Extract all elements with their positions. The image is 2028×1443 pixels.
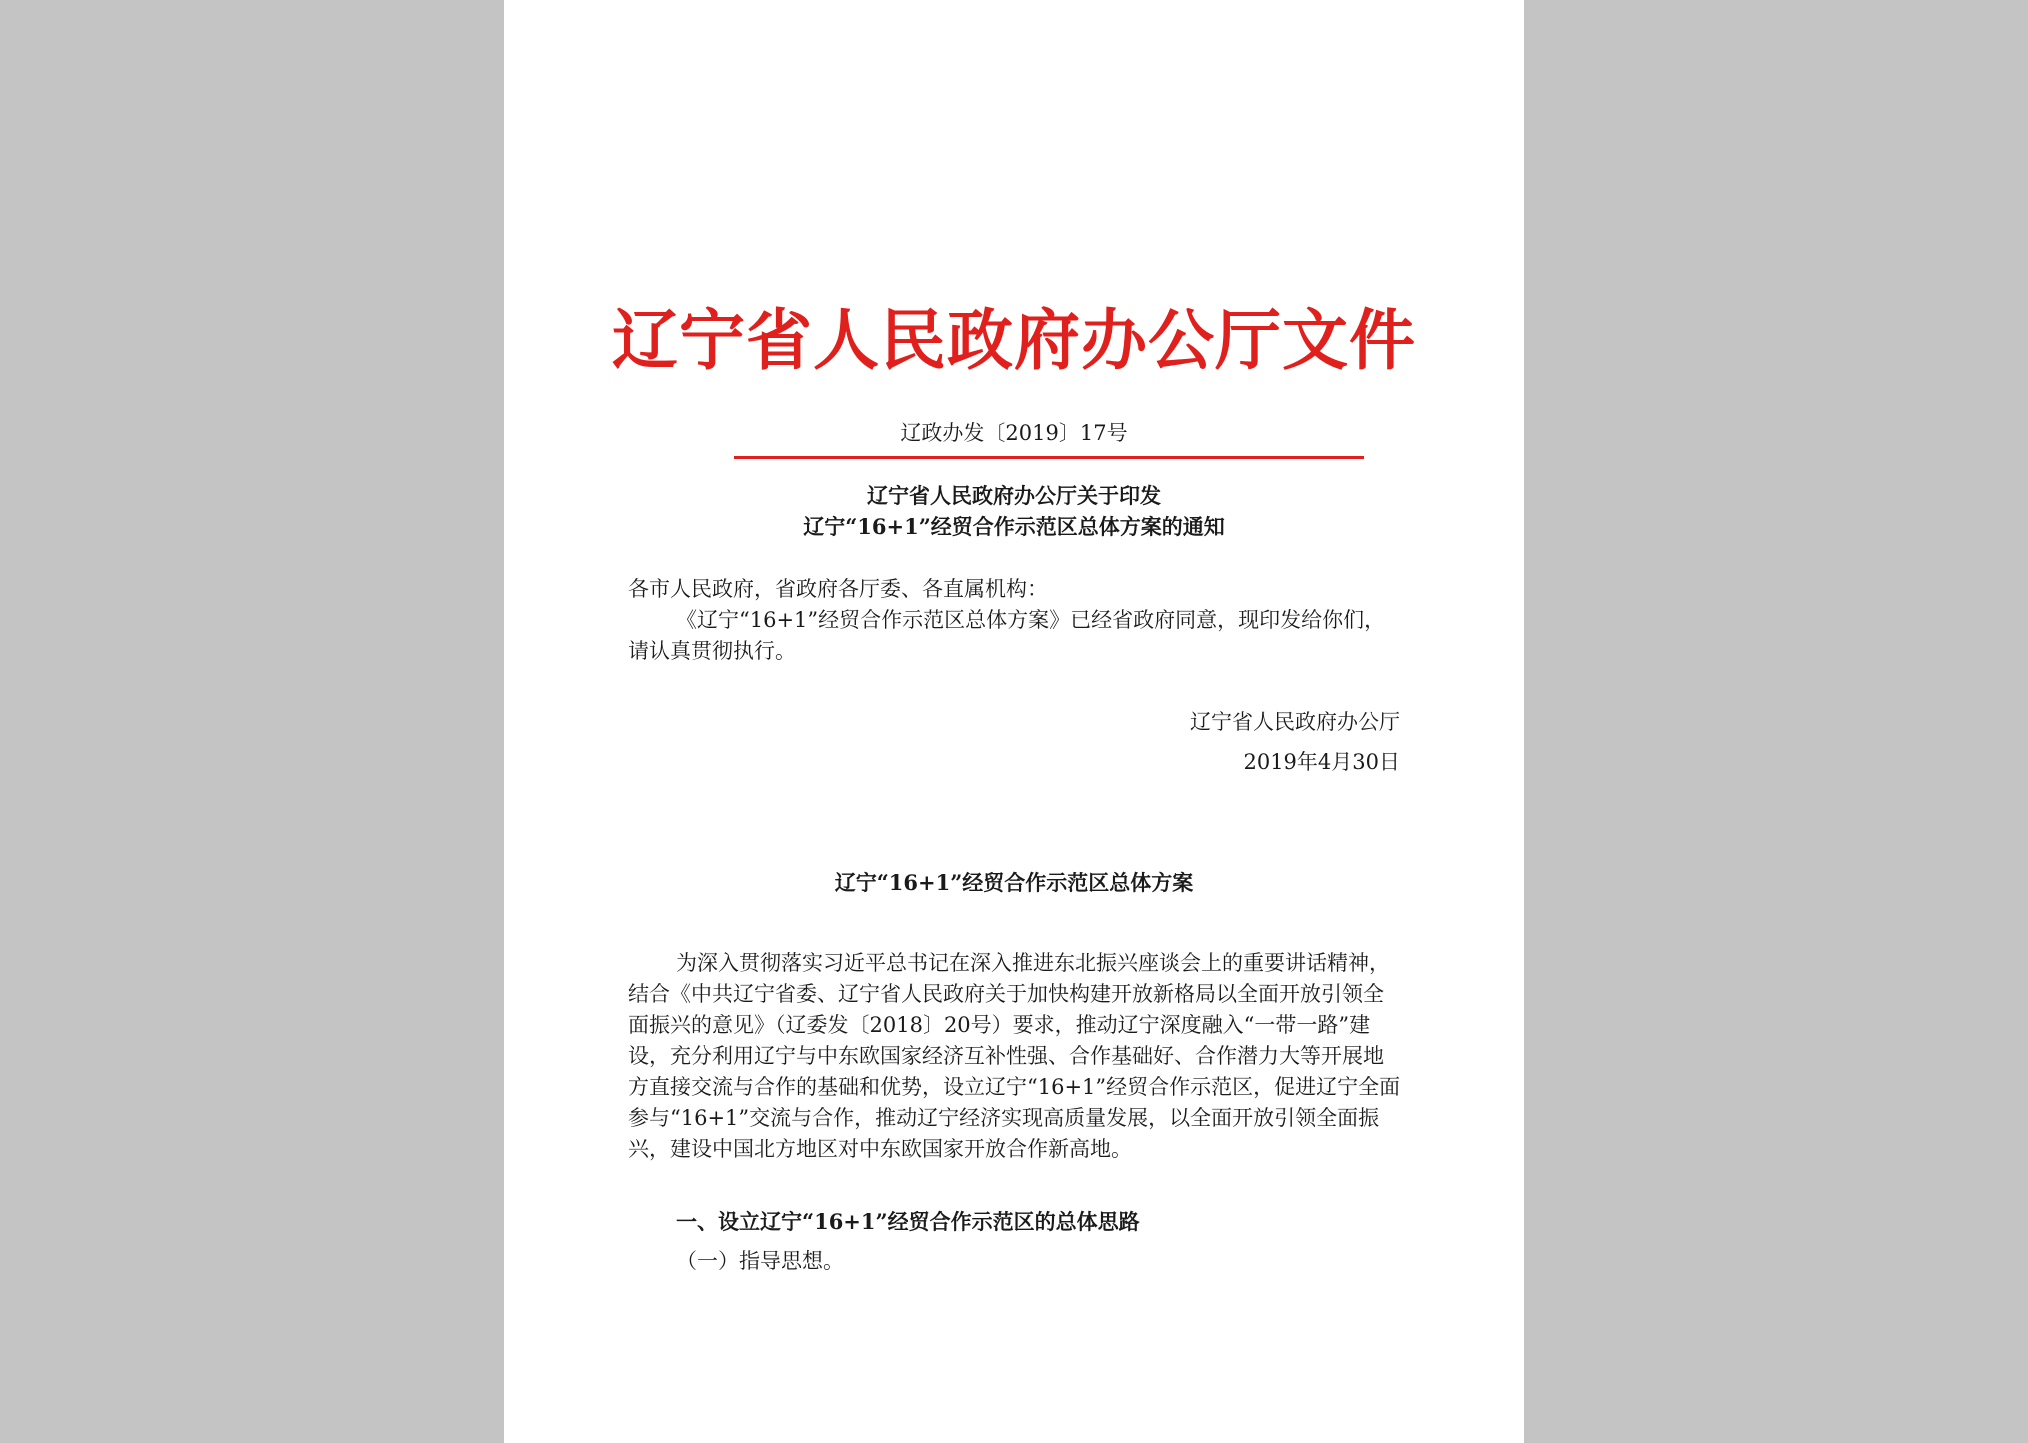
document-page	[504, 0, 1524, 1443]
issue-date: 2019年4月30日	[1243, 750, 1400, 774]
red-divider-line	[734, 456, 1364, 459]
plan-title: 辽宁“16+1”经贸合作示范区总体方案	[834, 870, 1194, 895]
section-heading-1: 一、设立辽宁“16+1”经贸合作示范区的总体思路	[676, 1209, 1140, 1234]
document-masthead: 辽宁省人民政府办公厅文件	[612, 301, 1416, 379]
signature-block	[1190, 702, 1400, 782]
plan-intro-paragraph: 为深入贯彻落实习近平总书记在深入推进东北振兴座谈会上的重要讲话精神，结合《中共辽宁省委、辽宁省人民政府关于加快构建开放新格局以全面开放引领全面振兴的意见》（辽委发〔2018〕20号）要求，推动辽宁深度融入“一带一路”建设，充分利用辽宁与中东欧国家经济互补性强、合作基础好、合作潜力大等开展地方直接交流与合作的基础和优势，设立辽宁“16+1”经贸合作示范区，促进辽宁全面参与“16+1”交流与合作，推动辽宁经济实现高质量发展，以全面开放引领全面振兴，建设中国北方地区对中东欧国家开放合作新高地。	[628, 951, 1401, 1161]
document-number: 辽政办发〔2019〕17号	[900, 421, 1128, 445]
notice-title-line-2: 辽宁“16+1”经贸合作示范区总体方案的通知	[803, 514, 1225, 539]
sub-heading-1: （一）指导思想。	[676, 1249, 844, 1273]
notice-title-line-1: 辽宁省人民政府办公厅关于印发	[867, 483, 1161, 508]
addressee-line: 各市人民政府，省政府各厅委、各直属机构：	[628, 577, 1048, 601]
plan-body	[628, 948, 1404, 1165]
issuer-name: 辽宁省人民政府办公厅	[1190, 710, 1400, 734]
notice-title	[504, 480, 1524, 542]
notice-paragraph: 《辽宁“16+1”经贸合作示范区总体方案》已经省政府同意，现印发给你们，请认真贯彻执行。	[628, 608, 1386, 663]
notice-body	[628, 574, 1404, 667]
